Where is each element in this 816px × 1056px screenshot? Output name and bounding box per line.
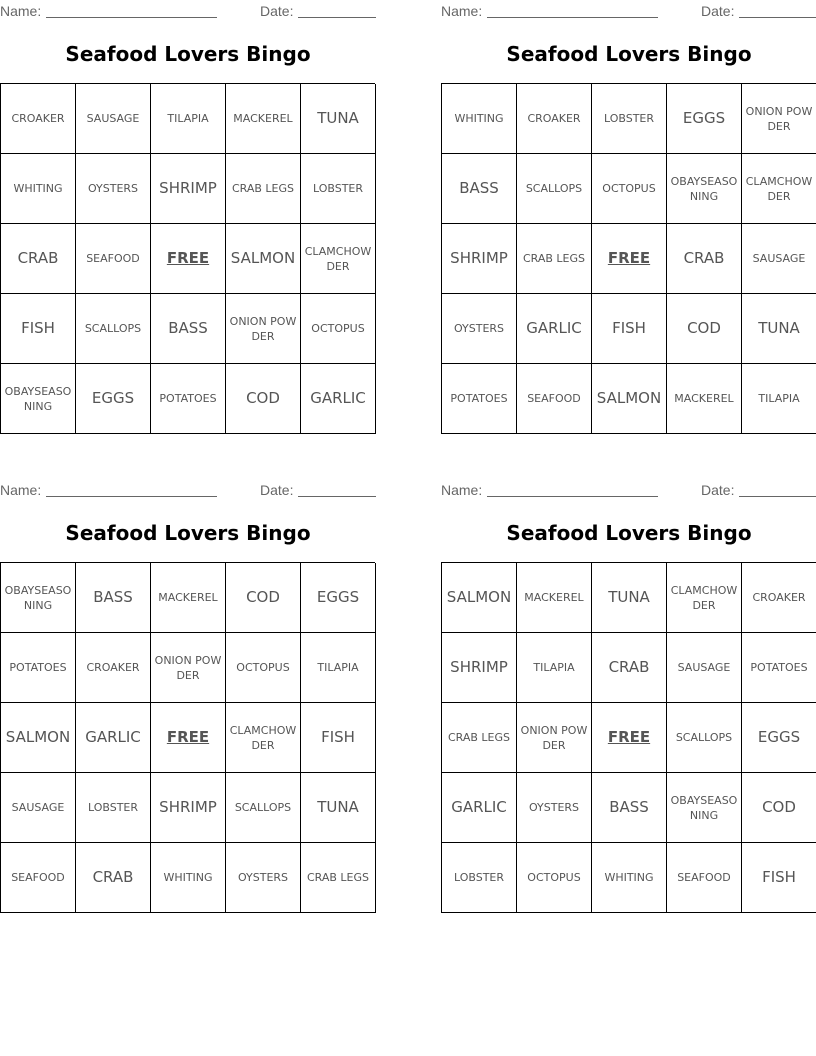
bingo-cell: OBAYSEASONING	[667, 154, 742, 224]
date-blank-line	[739, 496, 816, 497]
bingo-cell: CROAKER	[76, 633, 151, 703]
bingo-cell: ONION POWDER	[517, 703, 592, 773]
bingo-cell: SEAFOOD	[76, 224, 151, 294]
name-date-header	[441, 479, 816, 501]
bingo-cell: SHRIMP	[442, 633, 517, 703]
bingo-cell: FISH	[592, 294, 667, 364]
bingo-cell: TUNA	[742, 294, 816, 364]
bingo-cell: SEAFOOD	[667, 843, 742, 913]
free-space: FREE	[151, 224, 226, 294]
bingo-cell: OBAYSEASONING	[1, 563, 76, 633]
bingo-cell: TILAPIA	[301, 633, 376, 703]
bingo-cell: CRAB	[592, 633, 667, 703]
bingo-cell: SCALLOPS	[226, 773, 301, 843]
bingo-cell: LOBSTER	[592, 84, 667, 154]
bingo-cell: MACKEREL	[226, 84, 301, 154]
name-blank-line	[46, 496, 217, 497]
bingo-cell: SEAFOOD	[517, 364, 592, 434]
bingo-cell: TILAPIA	[517, 633, 592, 703]
bingo-cell: BASS	[592, 773, 667, 843]
bingo-cell: SALMON	[592, 364, 667, 434]
bingo-cell: TILAPIA	[151, 84, 226, 154]
bingo-grid	[0, 83, 375, 434]
bingo-cell: SHRIMP	[151, 773, 226, 843]
name-label: Name:	[441, 3, 483, 19]
bingo-card-4	[441, 479, 816, 886]
card-title: Seafood Lovers Bingo	[506, 521, 752, 545]
name-date-header	[441, 0, 816, 22]
bingo-cell: WHITING	[1, 154, 76, 224]
date-label: Date:	[260, 3, 294, 19]
bingo-cell: OBAYSEASONING	[667, 773, 742, 843]
bingo-card-1	[0, 0, 376, 413]
bingo-cell: LOBSTER	[442, 843, 517, 913]
bingo-grid	[441, 562, 816, 913]
bingo-cell: COD	[226, 364, 301, 434]
bingo-cell: CROAKER	[517, 84, 592, 154]
bingo-cell: CRAB LEGS	[517, 224, 592, 294]
date-blank-line	[298, 17, 376, 18]
bingo-cell: OCTOPUS	[301, 294, 376, 364]
bingo-cell: CRAB	[1, 224, 76, 294]
bingo-cell: CLAMCHOWDER	[667, 563, 742, 633]
free-space: FREE	[151, 703, 226, 773]
bingo-cell: CROAKER	[1, 84, 76, 154]
bingo-cell: CLAMCHOWDER	[742, 154, 816, 224]
bingo-cell: SEAFOOD	[1, 843, 76, 913]
name-blank-line	[46, 17, 217, 18]
bingo-cell: POTATOES	[442, 364, 517, 434]
bingo-cell: MACKEREL	[517, 563, 592, 633]
name-blank-line	[487, 496, 658, 497]
bingo-cell: OCTOPUS	[592, 154, 667, 224]
bingo-cell: SHRIMP	[151, 154, 226, 224]
card-title: Seafood Lovers Bingo	[65, 42, 311, 66]
bingo-cell: CROAKER	[742, 563, 816, 633]
bingo-cell: FISH	[301, 703, 376, 773]
date-label: Date:	[701, 3, 735, 19]
bingo-cell: TUNA	[301, 84, 376, 154]
bingo-cell: OBAYSEASONING	[1, 364, 76, 434]
name-label: Name:	[0, 482, 42, 498]
date-label: Date:	[260, 482, 294, 498]
bingo-cell: MACKEREL	[667, 364, 742, 434]
free-space: FREE	[592, 703, 667, 773]
bingo-grid	[441, 83, 816, 434]
bingo-cell: CRAB LEGS	[442, 703, 517, 773]
bingo-cell: SALMON	[442, 563, 517, 633]
bingo-cell: TUNA	[592, 563, 667, 633]
bingo-cell: GARLIC	[301, 364, 376, 434]
bingo-cell: EGGS	[301, 563, 376, 633]
bingo-cell: EGGS	[667, 84, 742, 154]
date-blank-line	[298, 496, 376, 497]
bingo-cell: CRAB LEGS	[301, 843, 376, 913]
bingo-cell: OYSTERS	[76, 154, 151, 224]
bingo-cell: SCALLOPS	[667, 703, 742, 773]
bingo-cell: WHITING	[151, 843, 226, 913]
bingo-cell: FISH	[1, 294, 76, 364]
bingo-cell: WHITING	[592, 843, 667, 913]
bingo-cell: SALMON	[226, 224, 301, 294]
bingo-cell: BASS	[442, 154, 517, 224]
free-space: FREE	[592, 224, 667, 294]
bingo-cell: COD	[226, 563, 301, 633]
bingo-cell: CRAB LEGS	[226, 154, 301, 224]
bingo-cell: POTATOES	[1, 633, 76, 703]
bingo-cell: BASS	[151, 294, 226, 364]
bingo-cell: POTATOES	[151, 364, 226, 434]
bingo-cell: GARLIC	[517, 294, 592, 364]
card-title: Seafood Lovers Bingo	[506, 42, 752, 66]
bingo-cell: CLAMCHOWDER	[301, 224, 376, 294]
bingo-cell: BASS	[76, 563, 151, 633]
bingo-cell: SAUSAGE	[667, 633, 742, 703]
bingo-cell: CRAB	[76, 843, 151, 913]
bingo-cell: OCTOPUS	[226, 633, 301, 703]
bingo-cell: EGGS	[76, 364, 151, 434]
name-blank-line	[487, 17, 658, 18]
bingo-cell: GARLIC	[76, 703, 151, 773]
bingo-card-3	[0, 479, 376, 886]
bingo-grid	[0, 562, 375, 913]
name-label: Name:	[0, 3, 42, 19]
name-label: Name:	[441, 482, 483, 498]
bingo-cell: GARLIC	[442, 773, 517, 843]
bingo-cell: SAUSAGE	[76, 84, 151, 154]
bingo-cell: LOBSTER	[76, 773, 151, 843]
bingo-cell: TUNA	[301, 773, 376, 843]
card-title: Seafood Lovers Bingo	[65, 521, 311, 545]
bingo-cell: ONION POWDER	[742, 84, 816, 154]
bingo-cell: COD	[667, 294, 742, 364]
bingo-card-2	[441, 0, 816, 407]
bingo-cell: OYSTERS	[442, 294, 517, 364]
bingo-cell: COD	[742, 773, 816, 843]
bingo-cell: SCALLOPS	[517, 154, 592, 224]
bingo-cell: CLAMCHOWDER	[226, 703, 301, 773]
date-label: Date:	[701, 482, 735, 498]
bingo-cell: WHITING	[442, 84, 517, 154]
bingo-cell: SHRIMP	[442, 224, 517, 294]
bingo-cell: EGGS	[742, 703, 816, 773]
bingo-cell: OYSTERS	[517, 773, 592, 843]
bingo-cell: LOBSTER	[301, 154, 376, 224]
name-date-header	[0, 0, 376, 22]
bingo-cell: ONION POWDER	[151, 633, 226, 703]
bingo-cell: ONION POWDER	[226, 294, 301, 364]
bingo-cell: MACKEREL	[151, 563, 226, 633]
bingo-cell: FISH	[742, 843, 816, 913]
bingo-cell: TILAPIA	[742, 364, 816, 434]
date-blank-line	[739, 17, 816, 18]
bingo-cell: SAUSAGE	[742, 224, 816, 294]
bingo-cell: CRAB	[667, 224, 742, 294]
bingo-cell: OCTOPUS	[517, 843, 592, 913]
bingo-cell: POTATOES	[742, 633, 816, 703]
bingo-cell: SALMON	[1, 703, 76, 773]
bingo-cell: SAUSAGE	[1, 773, 76, 843]
bingo-cell: SCALLOPS	[76, 294, 151, 364]
name-date-header	[0, 479, 376, 501]
bingo-cell: OYSTERS	[226, 843, 301, 913]
